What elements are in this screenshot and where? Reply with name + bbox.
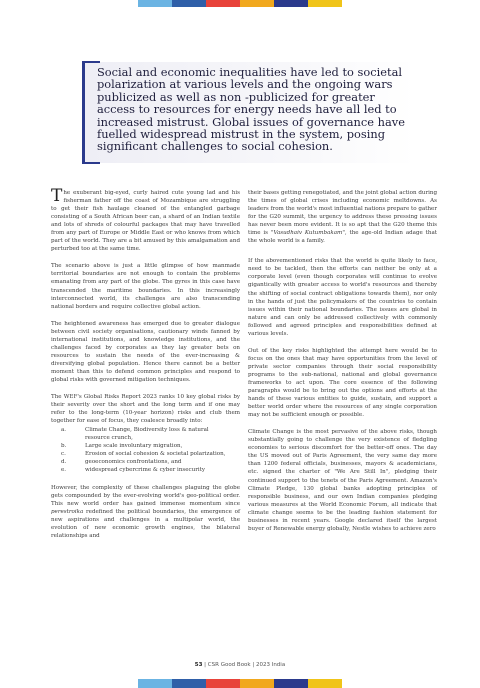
paragraph [248,189,437,245]
bottom-bar-segment [308,679,342,688]
paragraph-text: However, the complexity of these challenges plaguing the globe gets compounded by the ever-evolving world's geo-political order. This new world order has gained immense momentum since [51,484,240,507]
list-marker: a. [61,427,67,434]
paragraph-text: redefined the political boundaries, the emergence of new aspirations and challenges in a multipolar world, the evolution of new economic growth engines, the bilateral relationships and [51,508,240,539]
list-marker: e. [61,467,67,474]
dropcap: T [51,186,63,206]
list-item-text: widespread cybercrime & cyber insecurity [85,467,206,474]
list-item [61,450,240,458]
list-marker: d. [61,459,67,466]
paragraph-text: ", the age-old Indian adage that the whole world is a family. [248,230,438,245]
italic-term: Vasudhaiv Kutumbakam [273,230,343,237]
publication-name: | CSR Good Book | 2023 India [202,662,286,668]
top-color-bar [138,0,342,7]
top-bar-segment [308,0,342,7]
top-bar-segment [206,0,240,7]
paragraph-text: their bases getting renegotiated, and the joint global action during the times of global crises including economic meltdowns. As leaders from the world's most influential nations prepare to gather for the G20 summit, the urgency to address these pressing issues has never been more evident. It is so apt that the G20 theme this time is " [248,190,437,237]
list-item-text: Climate Change, Biodiversity loss & natural [85,427,209,434]
bottom-bar-segment [240,679,274,688]
list-item [61,458,240,466]
top-bar-segment [138,0,172,7]
list-marker: c. [61,451,66,458]
paragraph [51,186,240,253]
top-bar-segment [274,0,308,7]
paragraph: The scenario above is just a little glimpse of how manmade territorial boundaries are not enough to contain the problems emanating from any part of the globe. The gyres in this case have transcended the maritime boundaries. In this increasingly interconnected world, its challenges are also transcending national borders and require collective global action. [51,263,240,310]
list-item [85,434,240,442]
right-column [248,189,437,542]
paragraph-text: he exuberant big-eyed, curly haired cute young lad and his fisherman father off the coast of Mozambique are struggling to get their fish haulage cleaned of the entangled garbage consisting of a South African beer can, a shard of an Indian textile and lots of shreds of colourful packages that may have travelled from any part of Europe or Middle East or who knows from which part of the world. They are a bit amused by this amalgamation and perturbed too at the same time. [51,190,240,253]
paragraph: Out of the key risks highlighted the attempt here would be to focus on the ones that may have opportunities from the level of private sector companies through their social responsibility programs to the sub-national, national and global governance frameworks to act upon. The core essence of the following paragraphs would be to bring out the options and efforts at the hands of these various entities to guide, sustain, and support a better world order where the resources of any single corporation may not be sufficient enough or possible. [248,347,437,419]
risk-list [51,426,240,474]
list-item [61,442,240,450]
list-item-text: geoeconomics confrontations, and [85,459,182,466]
bottom-bar-segment [206,679,240,688]
top-bar-segment [240,0,274,7]
list-item [61,426,240,434]
bottom-bar-segment [172,679,206,688]
pull-quote-text: Social and economic inequalities have led to societal polarization at various levels and the ongoing wars publicized as well as non -publicized for greater access to resources for energy needs have all led to increased mistrust. Global issues of governance have fuelled widespread mistrust in the system, posing significant challenges to social cohesion. [97,65,405,154]
paragraph: Climate Change is the most pervasive of the above risks, though substantially going to challenge the very existence of fledgling economies to serious discomfort for the better-off ones. The day the US moved out of Paris Agreement, the very same day more than 1200 federal officials, businesses, mayors & academicians, etc. signed the charter of "We Are Still In", pledging their continued support to the tenets of the Paris Agreement. Amazon's Climate Pledge, 130 global banks adopting principles of responsible business, and our own Indian companies pledging various measures at the World Economic Forum, all indicate that climate change seems to be the leading fashion statement for businesses in recent years. Google declared itself the largest buyer of Renewable energy globally, Nestle wishes to achieve zero [248,429,437,532]
list-item [61,466,240,474]
paragraph [51,484,240,540]
paragraph: The WEF's Global Risks Report 2023 ranks 10 key global risks by their severity over the short and the long term and if one may refer to the long-term (10-year horizon) risks and club them together for ease of focus, they coalesce broadly into: [51,394,240,425]
list-item-text: resource crunch, [85,435,133,442]
paragraph: The heightened awareness has emerged due to greater dialogue between civil society organisations, cautionary winds fanned by international institutions, and knowledge institutions, and the challenges faced by corporates as they lay greater bets on resources to sustain the needs of the ever-increasing & diversifying global population. Hence there cannot be a better moment than this to defend common principles and respond to global risks with governed mitigation techniques. [51,320,240,383]
bottom-bar-segment [138,679,172,688]
top-bar-segment [172,0,206,7]
page-number: 53 [194,662,203,668]
list-marker: b. [61,443,67,450]
list-item-text: Erosion of social cohesion & societal polarization, [85,451,226,458]
bottom-bar-segment [274,679,308,688]
paragraph: If the abovementioned risks that the world is quite likely to face, need to be tackled, then the efforts can neither be only at a corporate level (even though corporates will continue to evolve gigantically with greater access to world's resources and thereby the shifting of social contract obligations towards them), nor only in the hands of just the policymakers of the countries to contain issues within their national boundaries. The issues are global in nature and can only be addressed collectively with commonly followed and agreed principles and responsibilities defined at various levels. [248,258,437,337]
italic-term: perestroika [51,508,84,515]
pull-quote [82,62,415,163]
quote-corner-top [82,61,100,63]
left-column [51,186,240,549]
list-item-text: Large scale involuntary migration, [85,443,183,450]
quote-corner-bottom [82,162,100,164]
page-footer [0,662,480,668]
bottom-color-bar [138,679,342,688]
